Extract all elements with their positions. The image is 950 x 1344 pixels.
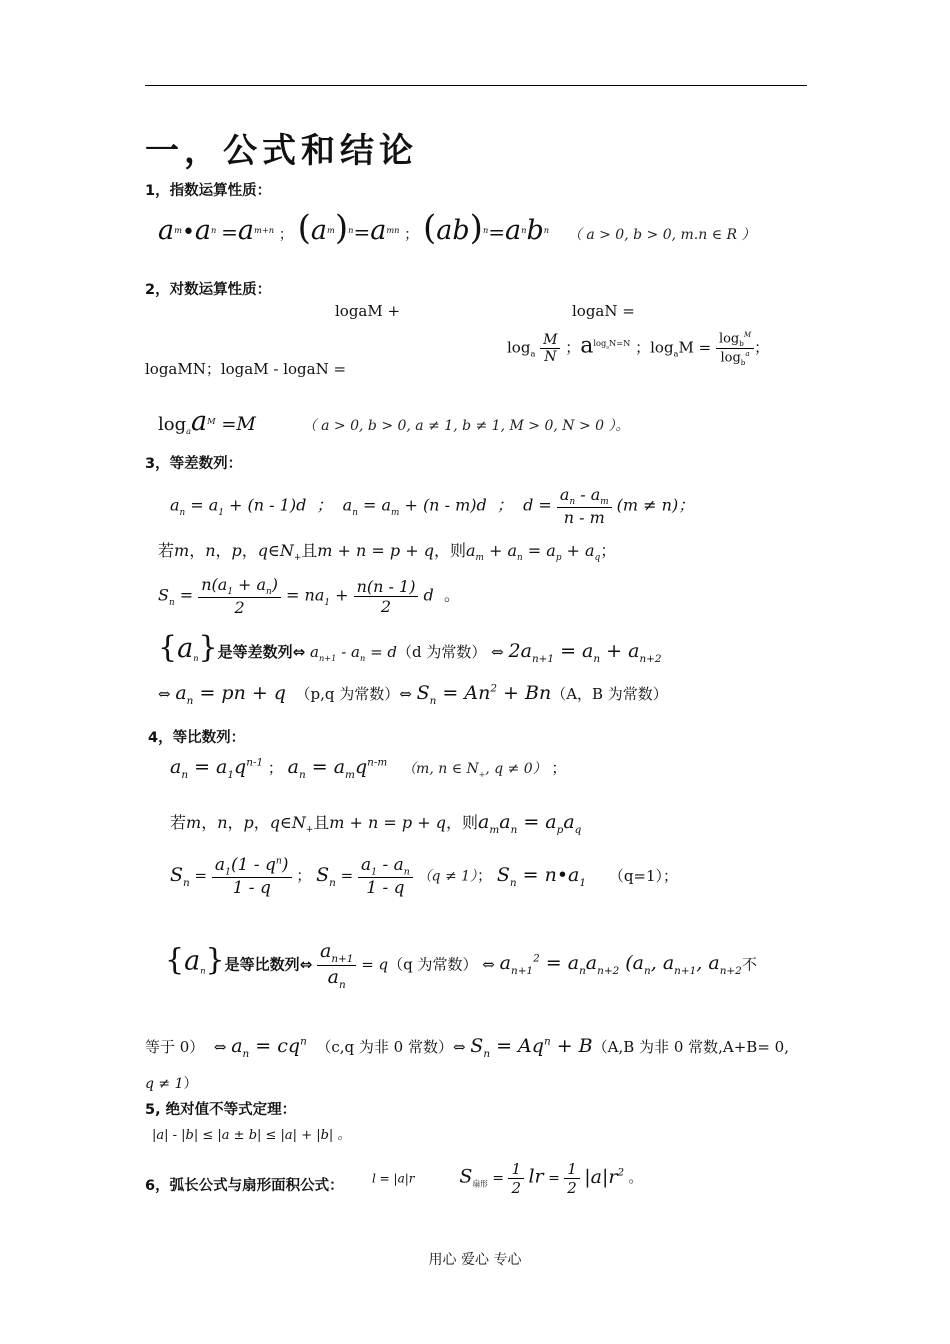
log-line1-b: logaN = — [572, 302, 635, 320]
exp-rules-formula: $a^m•a^n =a^{m+n}$ ； $(a^m)^n=a^{mn}$ ； $(ab)^n=a^nb^n$ （ a > 0, b > 0, m.n ∈ R ） — [158, 208, 756, 248]
arith-line2: 若m，n，p，$q\in N_+$且m + n = p + q，则$a_m + a_n = a_p + a_q$； — [158, 541, 617, 564]
page-title: 一，公式和结论 — [145, 131, 418, 171]
log-line2-a: logaMN；logaM - logaN = — [145, 360, 347, 378]
log-line3: $\log_aa^M =M$ （ a > 0, b > 0, a ≠ 1, b ≠ 1, M > 0, N > 0 ）。 — [158, 406, 630, 437]
geom-line4: $\{a_n\}$是等比数列⇔ $\frac{a_{n+1}}{a_n}$ = q（q 为常数） ⇔ $a_{n+1}^2 = a_na_{n+2}$ ($a_n$, $a_{n+1}$, $a_{n+2}$不 — [165, 940, 757, 991]
section-2-heading: 2，对数运算性质： — [145, 282, 272, 298]
header-rule — [145, 85, 807, 86]
arith-line1: $a_n = a_1 + (n - 1)d$ ； $a_n = a_m + (n - m)d$ ； d = $\frac{a_n - a_m}{n - m}$ (m ≠ n)； — [170, 485, 695, 528]
log-line3-condition: （ a > 0, b > 0, a ≠ 1, b ≠ 1, M > 0, N > 0 ）。 — [302, 418, 630, 434]
arc-rule: l = |a|r $S_{扇形}$ = $\frac{1}{2}$ lr = $\frac{1}{2}$ $|a|r^2$ 。 — [372, 1160, 643, 1197]
log-line2-b: $\log_a$ $\frac{M}{N}$ ；$a^{log_aN=N}$ ；$\log_aM$ = $\frac{\log_b^M}{\log_b^a}$ ； — [507, 330, 770, 367]
exp-rules-condition: （ a > 0, b > 0, m.n ∈ R ） — [567, 227, 756, 243]
arith-line5: ⇔ $a_n$ = pn + q （p,q 为常数）⇔ $S_n = An^2 + Bn(A$，B 为常数） — [158, 682, 668, 707]
abs-rule: |a| - |b| ≤ |a ± b| ≤ |a| + |b| 。 — [152, 1128, 351, 1143]
section-3-heading: 3，等差数列： — [145, 456, 243, 472]
geom-line3: $S_n$ = $\frac{a_1(1 - q^n)}{1 - q}$ ； $S_n$ = $\frac{a_1 - a_n}{1 - q}$ （q ≠ 1）； $S_n$ = $n•a_1$ （q=1）； — [170, 855, 679, 899]
page-footer: 用心 爱心 专心 — [428, 1252, 522, 1268]
geom-line5: 等于 0） ⇔ $a_n = cq^n$ （c,q 为非 0 常数）⇔ $S_n = Aq^n + B(A,B$ 为非 0 常数,A+B= 0, — [145, 1035, 789, 1060]
geom-line2: 若m，n，p，$q\in N_+$且m + n = p + q，则$a_ma_n = a_pa_q$ — [170, 811, 582, 836]
section-6-heading: 6，弧长公式与扇形面积公式： — [145, 1178, 344, 1194]
section-1-heading: 1，指数运算性质： — [145, 183, 272, 199]
log-line1-a: logaM + — [335, 302, 401, 320]
section-5-heading: 5, 绝对值不等式定理： — [145, 1102, 297, 1118]
arith-line3: $S_n$ = $\frac{n(a_1 + a_n)}{2}$ = $na_1$ + $\frac{n(n - 1)}{2}$ d 。 — [158, 575, 460, 618]
geom-line6: q ≠ 1） — [145, 1076, 198, 1092]
arith-line4: $\{a_n\}$是等差数列⇔ $a_{n+1} - a_n = d(d$ 为常数） ⇔ $2a_{n+1} = a_n + a_{n+2}$ — [158, 630, 662, 665]
geom-line1: $a_n = a_1q^{n-1}$ ； $a_n = a_mq^{n-m}$ （m, n ∈ $N_+$, q ≠ 0） ； — [170, 756, 567, 781]
section-4-heading: 4，等比数列： — [148, 730, 246, 746]
